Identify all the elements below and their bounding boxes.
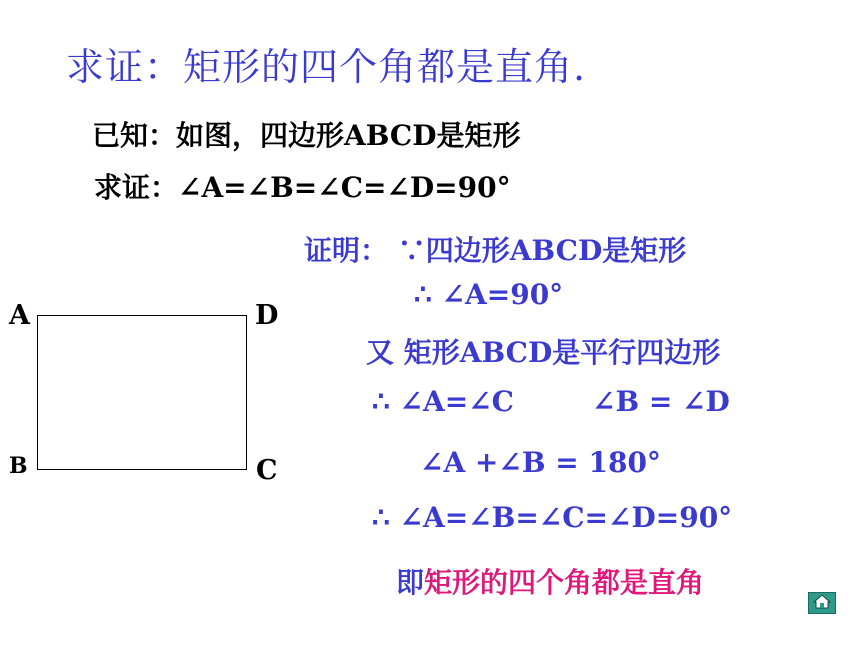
proof-line-2: ∴ ∠A=90° xyxy=(414,278,564,311)
vertex-label-d: D xyxy=(255,300,279,331)
conclusion-prefix: 即 xyxy=(396,566,425,599)
proof-line-4b: ∠B = ∠D xyxy=(592,385,730,418)
to-prove-statement: 求证：∠A=∠B=∠C=∠D=90° xyxy=(94,171,511,204)
proof-line-5: ∠A +∠B = 180° xyxy=(420,446,661,479)
conclusion-text: 矩形的四个角都是直角 xyxy=(424,566,705,599)
proof-line-3: 又 矩形ABCD是平行四边形 xyxy=(366,336,721,369)
proof-line-6: ∴ ∠A=∠B=∠C=∠D=90° xyxy=(372,501,733,534)
given-statement: 已知：如图，四边形ABCD是矩形 xyxy=(92,119,521,152)
vertex-label-c: C xyxy=(256,455,278,486)
conclusion xyxy=(396,561,704,601)
vertex-label-b: B xyxy=(9,453,28,479)
home-button[interactable] xyxy=(808,592,836,614)
proof-line-4a: ∴ ∠A=∠C xyxy=(372,385,514,418)
page-title: 求证：矩形的四个角都是直角. xyxy=(66,45,587,89)
vertex-label-a: A xyxy=(9,300,30,331)
proof-line-1: 证明： ∵四边形ABCD是矩形 xyxy=(304,234,687,267)
home-icon xyxy=(813,594,831,613)
rectangle-figure xyxy=(37,315,247,470)
